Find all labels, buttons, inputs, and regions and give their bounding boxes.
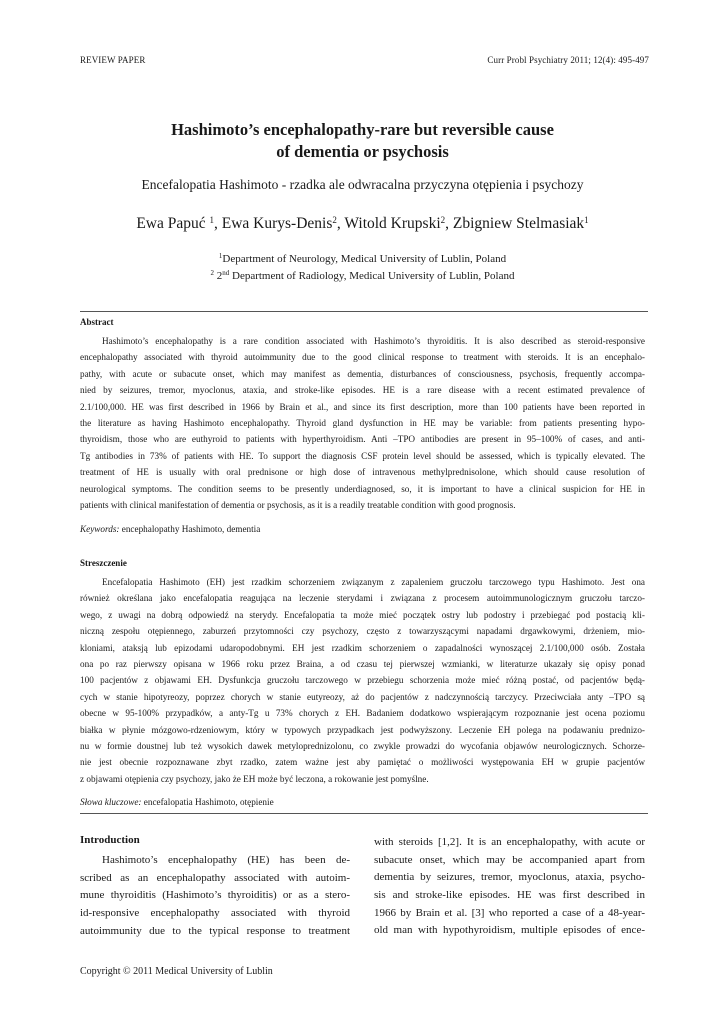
abstract-line: neurological symptoms. The condition seems to be presently underdiagnosed, so, it is important to have a clinical suspicion for HE in [80, 483, 645, 494]
introduction-line: mune thyroiditis (Hashimoto’s thyroiditis) or as a stero- [80, 889, 350, 902]
author-affiliation-marker: 2 [332, 215, 337, 225]
introduction-line: id-responsive encephalopathy associated with thyroid [80, 907, 350, 920]
abstract-heading: Abstract [80, 317, 114, 327]
introduction-right-column [374, 834, 645, 940]
streszczenie-line: cych w stanie hipotyreozy, poprzez chorych w stanie eutyreozy, aż do pacjentów z nadczynnością tarczycy. Przeciwciała anty –TPO są [80, 691, 645, 702]
author-separator: , [445, 215, 453, 232]
author-affiliation-marker: 1 [209, 215, 214, 225]
streszczenie-line: również określana jako encefalopatia reagująca na leczenie sterydami i związana z procesem autoimmunologicznym gruczołu tarczo- [80, 593, 645, 604]
abstract-line: pathy, with acute or subacute onset, which may manifest as dementia, disturbances of consciousness, psychosis, frequently accompa- [80, 368, 645, 379]
affiliation-1-marker: 1 [218, 252, 223, 260]
abstract-line: Tg antibodies in 73% of patients with HE. To support the diagnosis CSF protein level should be assessed, which is typically elevated. The [80, 450, 645, 461]
abstract-keywords [80, 524, 260, 534]
streszczenie-line: Encefalopatia Hashimoto (EH) jest rzadkim schorzeniem związanym z zapaleniem gruczołu tarczowego typu Hashimoto. Jest ona [102, 577, 645, 587]
streszczenie-line: białka w płynie mózgowo-rdzeniowym, który w typowych przypadkach jest podwyższony. Leczenie EH polega na podawaniu prednizo- [80, 724, 645, 735]
introduction-line: dementia by seizures, tremor, myoclonus, ataxia, psycho- [374, 871, 645, 884]
affiliation-2-marker: 2 [210, 269, 214, 277]
streszczenie-heading: Streszczenie [80, 558, 127, 568]
abstract-line: treatment of HE is usually with oral prednisone or high dose of intravenous methylprednisolone, which should cause resolution of [80, 467, 645, 478]
streszczenie-line: ona po raz pierwszy opisana w 1966 roku przez Braina, a od czasu tej pierwszej wzmianki, w literaturze ukazały się opisy ponad [80, 658, 645, 669]
affiliation-2-text: Department of Radiology, Medical University of Lublin, Poland [229, 270, 515, 282]
author-affiliation-marker: 1 [584, 215, 589, 225]
author-name: Ewa Kurys-Denis [221, 215, 333, 232]
streszczenie-line: z objawami otępienia czy psychozy, jako że EH może być leczona, a rokowanie jest pomyślne. [80, 773, 429, 784]
author-name: Witold Krupski [344, 215, 441, 232]
abstract-line: nied by seizures, tremor, myoclonus, ataxia, and stroke-like episodes. HE is a rare disease with a recent estimated prevalence of [80, 385, 645, 396]
streszczenie-line: nie jest obecnie rozpoznawane zbyt rzadko, zatem ważne jest aby pamiętać o możliwości występowania EH w grupie pacjentów [80, 757, 645, 768]
streszczenie-body [80, 574, 645, 787]
slowa-kluczowe-label: Słowa kluczowe: [80, 797, 142, 807]
introduction-line: 1966 by Brain et al. [3] who reported a case of a 48-year- [374, 906, 645, 919]
streszczenie-line: nu w formie doustnej lub też wysokich dawek metyloprednizolonu, co zwykle prowadzi do wycofania objawów neurologicznych. Schorze- [80, 740, 645, 751]
abstract-body [80, 333, 645, 513]
affiliation-2 [80, 269, 645, 282]
abstract-line: the literature as having Hashimoto encephalopathy. Thyroid gland dysfunction in HE may be variable: from patients presenting hypo- [80, 417, 645, 428]
streszczenie-keywords [80, 797, 274, 807]
introduction-heading: Introduction [80, 834, 140, 846]
abstract-line: Hashimoto’s encephalopathy is a rare condition associated with Hashimoto’s thyroiditis. It is also described as steroid-responsive [102, 336, 645, 346]
abstract-line: patients with clinical manifestation of dementia or psychosis, as it is a readily treatable condition with good prognosis. [80, 499, 516, 510]
streszczenie-line: 100 pacjentów z objawami EH. Dysfunkcja gruczołu tarczowego w przebiegu schorzenia może mieć różną postać, od pacjentów będą- [80, 675, 645, 686]
slowa-kluczowe-value: encefalopatia Hashimoto, otępienie [141, 797, 274, 807]
author-name: Ewa Papuć [136, 215, 210, 232]
divider-top [80, 311, 648, 312]
polish-title: Encefalopatia Hashimoto - rzadka ale odwracalna przyczyna otępienia i psychozy [141, 177, 584, 192]
streszczenie-line: niczną zespołu otępiennego, zaburzeń przytomności czy psychozy, często z towarzyszącymi napadami drgawkowymi, drżeniem, mio- [80, 626, 645, 637]
keywords-label: Keywords: [80, 524, 120, 534]
introduction-line: autoimmunity due to the typical response to treatment [80, 924, 350, 937]
affiliation-2-ordinal: nd [222, 269, 230, 277]
abstract-line: thyroidism, those who are euthyroid to patients with hyperthyroidism. Anti –TPO antibodies are present in 95–100% of cases, and anti- [80, 434, 645, 445]
running-header-citation: Curr Probl Psychiatry 2011; 12(4): 495-497 [487, 55, 649, 65]
introduction-line: subacute onset, which may be accompanied apart from [374, 853, 645, 866]
streszczenie-line: kloniami, ataksją lub epizodami udaropodobnymi. EH jest rzadkim schorzeniem o zapadalności wynoszącej 2.1/100,000 osób. Została [80, 642, 645, 653]
introduction-line: old man with hypothyroidism, multiple episodes of ence- [374, 924, 645, 937]
streszczenie-line: wego, z uwagi na dobrą odpowiedź na sterydy. Encefalopatia ta może mieć początek ostry lub podostry i przebiegać pod postacią kli- [80, 609, 645, 620]
introduction-left-column [80, 852, 350, 940]
streszczenie-line: obecne w 95-100% przypadków, a anty-Tg u 73% chorych z EH. Badaniem dodatkowo wspierającym rozpoznanie jest ocena poziomu [80, 708, 645, 719]
author-name: Zbigniew Stelmasiak [452, 215, 585, 232]
title-line-2: of dementia or psychosis [276, 142, 449, 161]
affiliation-1-text: Department of Neurology, Medical University of Lublin, Poland [222, 253, 507, 265]
copyright-footer: Copyright © 2011 Medical University of Lublin [80, 966, 273, 977]
author-affiliation-marker: 2 [440, 215, 446, 225]
divider-bottom [80, 813, 648, 814]
abstract-line: 2.1/100,000. HE was first described in 1966 by Brain et al., and since its first description, more than 100 patients have been reported in [80, 401, 645, 412]
introduction-line: with steroids [1,2]. It is an encephalopathy, with acute or [374, 836, 645, 848]
affiliation-2-number: 2 [214, 270, 223, 282]
title-line-1: Hashimoto’s encephalopathy-rare but reversible cause [171, 120, 554, 139]
author-separator: , [214, 215, 222, 232]
article-title [80, 119, 645, 163]
affiliation-1 [80, 252, 645, 265]
abstract-line: encephalopathy associated with thyroid autoimmunity due to the good clinical response to treatment with steroids. It is an encephalo- [80, 352, 645, 363]
introduction-line: Hashimoto’s encephalopathy (HE) has been de- [102, 854, 350, 866]
running-header-left: REVIEW PAPER [80, 55, 146, 65]
introduction-line: sis and stroke-like episodes. HE was first described in [374, 889, 645, 902]
keywords-value: encephalopathy Hashimoto, dementia [119, 524, 261, 534]
author-separator: , [336, 215, 345, 232]
author-list [80, 215, 645, 233]
introduction-line: scribed as an encephalopathy associated with autoim- [80, 871, 350, 884]
